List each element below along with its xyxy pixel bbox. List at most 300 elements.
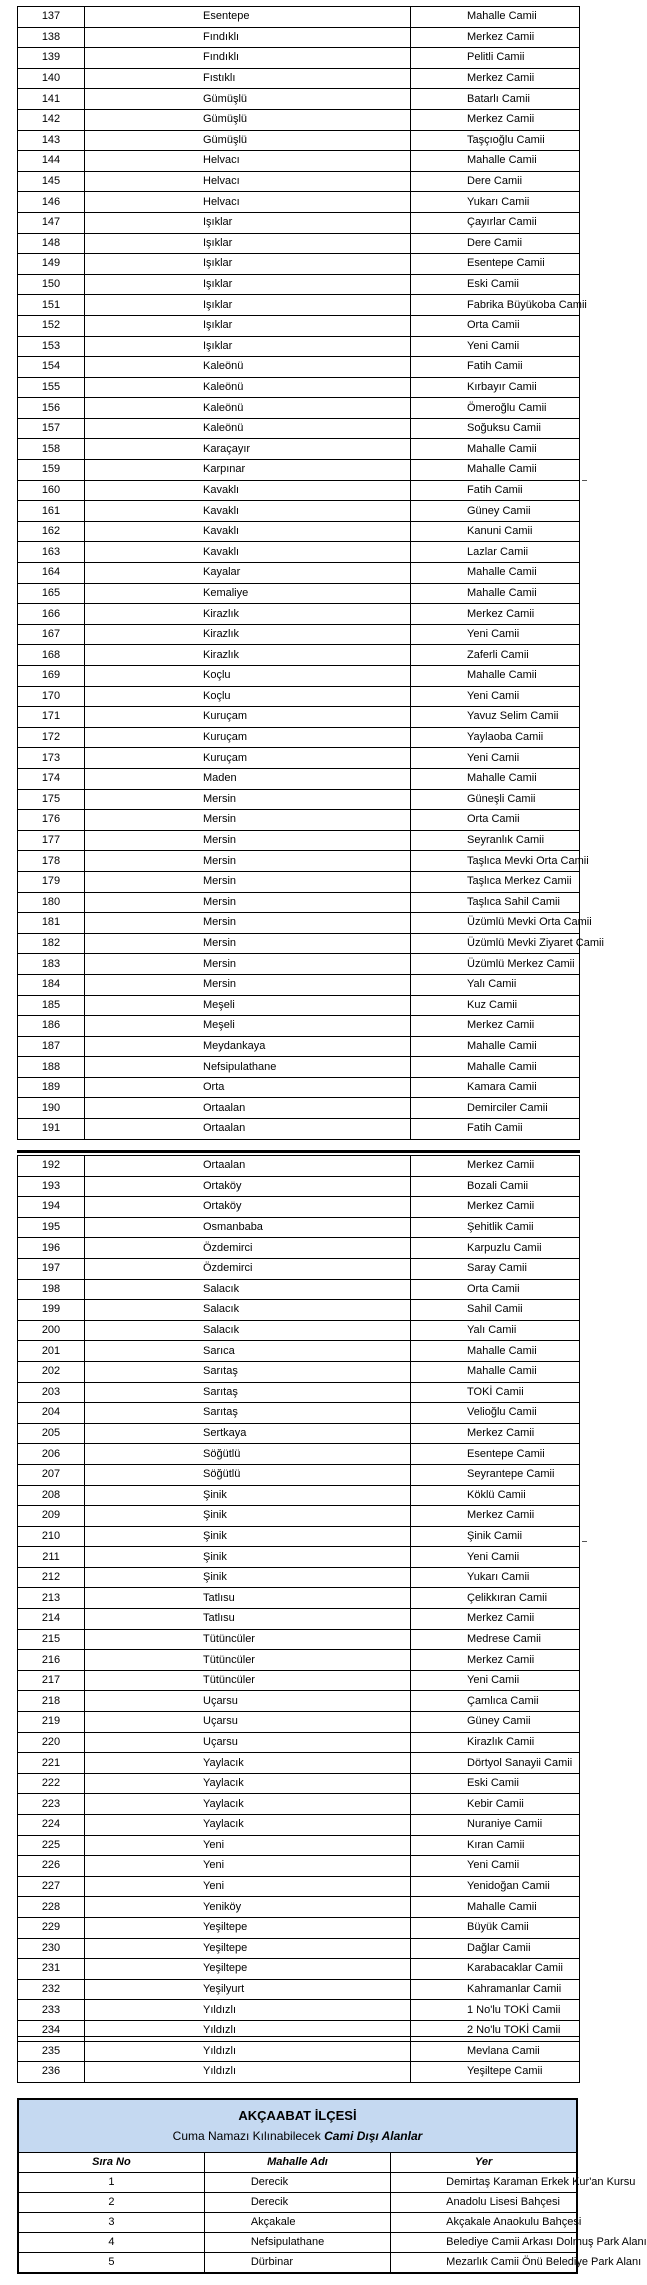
- cell-no: 234: [18, 2020, 85, 2041]
- cell-cami: Eski Camii: [411, 274, 580, 295]
- table-row: [18, 357, 580, 378]
- cell-no: 213: [18, 1588, 85, 1609]
- cell-mahalle: Tatlısu: [85, 1588, 411, 1609]
- table-row: [18, 1217, 580, 1238]
- cell-yer: Anadolu Lisesi Bahçesi: [391, 2193, 577, 2213]
- page-break-separator: [17, 1150, 580, 1153]
- cell-mahalle: Şinik: [85, 1506, 411, 1527]
- cell-mahalle: Uçarsu: [85, 1691, 411, 1712]
- cell-cami: Kuz Camii: [411, 995, 580, 1016]
- akcaabat-outdoor-areas-table: [17, 2098, 647, 2274]
- cell-cami: Yeni Camii: [411, 1670, 580, 1691]
- cell-cami: Yalı Camii: [411, 974, 580, 995]
- cell-cami: Çamlıca Camii: [411, 1691, 580, 1712]
- cell-no: 170: [18, 686, 85, 707]
- cell-mahalle: Salacık: [85, 1300, 411, 1321]
- cell-mahalle: Özdemirci: [85, 1258, 411, 1279]
- cell-mahalle: Karaçayır: [85, 439, 411, 460]
- cell-no: 139: [18, 48, 85, 69]
- cell-mahalle: Mersin: [85, 810, 411, 831]
- table-row: [18, 1917, 580, 1938]
- table-row: [18, 995, 580, 1016]
- cell-no: 180: [18, 892, 85, 913]
- cell-cami: Taşçıoğlu Camii: [411, 130, 580, 151]
- cell-no: 218: [18, 1691, 85, 1712]
- cell-mahalle: Yaylacık: [85, 1753, 411, 1774]
- column-header-row: [18, 2153, 577, 2173]
- cell-cami: Merkez Camii: [411, 604, 580, 625]
- cell-cami: Velioğlu Camii: [411, 1403, 580, 1424]
- subtitle-prefix: Cuma Namazı Kılınabilecek: [172, 2129, 321, 2143]
- table-row: [18, 192, 580, 213]
- cell-no: 194: [18, 1197, 85, 1218]
- cell-mahalle: Derecik: [204, 2173, 390, 2193]
- table-row: [18, 1773, 580, 1794]
- cell-no: 175: [18, 789, 85, 810]
- cell-mahalle: Kuruçam: [85, 748, 411, 769]
- table-row: [18, 2193, 577, 2213]
- table-row: [18, 1959, 580, 1980]
- cell-cami: Zaferli Camii: [411, 645, 580, 666]
- table-row: [18, 27, 580, 48]
- cell-no: 4: [18, 2233, 204, 2253]
- cell-no: 196: [18, 1238, 85, 1259]
- cell-mahalle: Mersin: [85, 871, 411, 892]
- table-row: [18, 336, 580, 357]
- cell-mahalle: Akçakale: [204, 2213, 390, 2233]
- table-row: [18, 789, 580, 810]
- cell-cami: Merkez Camii: [411, 27, 580, 48]
- cell-cami: Mahalle Camii: [411, 460, 580, 481]
- cell-no: 169: [18, 666, 85, 687]
- cell-cami: Üzümlü Mevki Orta Camii: [411, 913, 580, 934]
- cell-cami: Yeni Camii: [411, 1547, 580, 1568]
- cell-cami: Esentepe Camii: [411, 254, 580, 275]
- cell-cami: 2 No'lu TOKİ Camii: [411, 2020, 580, 2041]
- cell-mahalle: Işıklar: [85, 274, 411, 295]
- cell-no: 206: [18, 1444, 85, 1465]
- cell-cami: Bozali Camii: [411, 1176, 580, 1197]
- table-row: [18, 563, 580, 584]
- table-row: [18, 2233, 577, 2253]
- cell-mahalle: Karpınar: [85, 460, 411, 481]
- cell-cami: Çelikkıran Camii: [411, 1588, 580, 1609]
- table-row: [18, 439, 580, 460]
- cell-mahalle: Salacık: [85, 1279, 411, 1300]
- cell-cami: Merkez Camii: [411, 1156, 580, 1177]
- table-row: [18, 1403, 580, 1424]
- cell-no: 137: [18, 7, 85, 28]
- cell-no: 168: [18, 645, 85, 666]
- cell-cami: Yukarı Camii: [411, 1567, 580, 1588]
- table-row: [18, 1547, 580, 1568]
- table-row: [18, 254, 580, 275]
- cell-mahalle: Fındıklı: [85, 48, 411, 69]
- cell-mahalle: Söğütlü: [85, 1464, 411, 1485]
- table-row: [18, 1753, 580, 1774]
- cell-no: 160: [18, 480, 85, 501]
- table-row: [18, 748, 580, 769]
- table-row: [18, 830, 580, 851]
- table-row: [18, 666, 580, 687]
- cell-no: 219: [18, 1712, 85, 1733]
- table-row: [18, 1382, 580, 1403]
- cell-mahalle: Sarıtaş: [85, 1403, 411, 1424]
- cell-cami: Medrese Camii: [411, 1629, 580, 1650]
- table-row: [18, 2173, 577, 2193]
- cell-mahalle: Tütüncüler: [85, 1670, 411, 1691]
- cell-mahalle: Işıklar: [85, 233, 411, 254]
- cell-cami: Merkez Camii: [411, 1609, 580, 1630]
- cell-cami: Büyük Camii: [411, 1917, 580, 1938]
- cell-no: 164: [18, 563, 85, 584]
- table-row: [18, 1057, 580, 1078]
- cell-no: 229: [18, 1917, 85, 1938]
- table-row: [18, 1036, 580, 1057]
- cell-cami: Karpuzlu Camii: [411, 1238, 580, 1259]
- table-row: [18, 1794, 580, 1815]
- cell-no: 153: [18, 336, 85, 357]
- mosque-list-table-part2: [17, 1155, 580, 2083]
- table-row: [18, 1361, 580, 1382]
- table-row: [18, 892, 580, 913]
- cell-cami: Şinik Camii: [411, 1526, 580, 1547]
- cell-no: 215: [18, 1629, 85, 1650]
- cell-cami: Taşlıca Mevki Orta Camii: [411, 851, 580, 872]
- table-row: [18, 7, 580, 28]
- table-row: [18, 2213, 577, 2233]
- cell-no: 163: [18, 542, 85, 563]
- cell-cami: Güney Camii: [411, 501, 580, 522]
- cell-no: 185: [18, 995, 85, 1016]
- cell-mahalle: Mersin: [85, 933, 411, 954]
- cell-no: 210: [18, 1526, 85, 1547]
- table-row: [18, 1979, 580, 2000]
- cell-cami: Mahalle Camii: [411, 1036, 580, 1057]
- cell-mahalle: Yıldızlı: [85, 2041, 411, 2062]
- cell-cami: Batarlı Camii: [411, 89, 580, 110]
- table-row: [18, 1897, 580, 1918]
- cell-no: 231: [18, 1959, 85, 1980]
- table-row: [18, 1320, 580, 1341]
- cell-no: 198: [18, 1279, 85, 1300]
- table-row: [18, 171, 580, 192]
- cell-no: 227: [18, 1876, 85, 1897]
- cell-no: 224: [18, 1815, 85, 1836]
- cell-cami: Yeni Camii: [411, 748, 580, 769]
- cell-no: 189: [18, 1077, 85, 1098]
- table-row: [18, 871, 580, 892]
- page-break-line: [17, 2036, 580, 2037]
- cell-mahalle: Yeni: [85, 1835, 411, 1856]
- cell-mahalle: Mersin: [85, 851, 411, 872]
- cell-no: 184: [18, 974, 85, 995]
- cell-mahalle: Kavaklı: [85, 501, 411, 522]
- table-row: [18, 1835, 580, 1856]
- table-row: [18, 1197, 580, 1218]
- cell-cami: Mahalle Camii: [411, 1361, 580, 1382]
- cell-mahalle: Kemaliye: [85, 583, 411, 604]
- cell-no: 156: [18, 398, 85, 419]
- table-row: [18, 1258, 580, 1279]
- cell-mahalle: Mersin: [85, 830, 411, 851]
- table-row: [18, 645, 580, 666]
- table-row: [18, 542, 580, 563]
- cell-no: 146: [18, 192, 85, 213]
- cell-mahalle: Mersin: [85, 954, 411, 975]
- cell-no: 214: [18, 1609, 85, 1630]
- cell-no: 172: [18, 727, 85, 748]
- cell-no: 233: [18, 2000, 85, 2021]
- cell-no: 236: [18, 2062, 85, 2083]
- cell-mahalle: Gümüşlü: [85, 89, 411, 110]
- cell-mahalle: Kavaklı: [85, 521, 411, 542]
- cell-mahalle: Yaylacık: [85, 1794, 411, 1815]
- table-row: [18, 1279, 580, 1300]
- cell-no: 179: [18, 871, 85, 892]
- cell-cami: Yenidoğan Camii: [411, 1876, 580, 1897]
- district-subtitle: [19, 2126, 576, 2146]
- cell-mahalle: Tütüncüler: [85, 1650, 411, 1671]
- cell-no: 220: [18, 1732, 85, 1753]
- cell-mahalle: Işıklar: [85, 295, 411, 316]
- table-row: [18, 1650, 580, 1671]
- cell-no: 148: [18, 233, 85, 254]
- table-row: [18, 1506, 580, 1527]
- cell-cami: Mahalle Camii: [411, 563, 580, 584]
- cell-no: 166: [18, 604, 85, 625]
- cell-no: 209: [18, 1506, 85, 1527]
- cell-mahalle: Kuruçam: [85, 727, 411, 748]
- cell-cami: Orta Camii: [411, 810, 580, 831]
- cell-no: 201: [18, 1341, 85, 1362]
- cell-no: 211: [18, 1547, 85, 1568]
- cell-mahalle: Yeşilyurt: [85, 1979, 411, 2000]
- cell-no: 152: [18, 315, 85, 336]
- cell-no: 149: [18, 254, 85, 275]
- cell-mahalle: Şinik: [85, 1567, 411, 1588]
- cell-no: 176: [18, 810, 85, 831]
- cell-no: 141: [18, 89, 85, 110]
- cell-no: 158: [18, 439, 85, 460]
- cell-cami: Fatih Camii: [411, 1119, 580, 1140]
- cell-mahalle: Söğütlü: [85, 1444, 411, 1465]
- cell-mahalle: Ortaköy: [85, 1176, 411, 1197]
- cell-no: 199: [18, 1300, 85, 1321]
- table-row: [18, 1016, 580, 1037]
- table-row: [18, 130, 580, 151]
- cell-no: 186: [18, 1016, 85, 1037]
- cell-cami: Pelitli Camii: [411, 48, 580, 69]
- cell-mahalle: Osmanbaba: [85, 1217, 411, 1238]
- cell-mahalle: Mersin: [85, 913, 411, 934]
- cell-cami: Orta Camii: [411, 1279, 580, 1300]
- cell-no: 232: [18, 1979, 85, 2000]
- table-row: [18, 1526, 580, 1547]
- cell-no: 162: [18, 521, 85, 542]
- table-row: [18, 89, 580, 110]
- cell-cami: Yeni Camii: [411, 624, 580, 645]
- table-row: [18, 1341, 580, 1362]
- cell-cami: Esentepe Camii: [411, 1444, 580, 1465]
- col-header-mahalle: Mahalle Adı: [204, 2153, 390, 2173]
- cell-mahalle: Işıklar: [85, 315, 411, 336]
- table-row: [18, 1609, 580, 1630]
- table-row: [18, 1712, 580, 1733]
- cell-cami: Seyranlık Camii: [411, 830, 580, 851]
- cell-cami: Dere Camii: [411, 233, 580, 254]
- cell-mahalle: Koçlu: [85, 686, 411, 707]
- cell-no: 230: [18, 1938, 85, 1959]
- cell-mahalle: Yeşiltepe: [85, 1959, 411, 1980]
- cell-yer: Akçakale Anaokulu Bahçesi: [391, 2213, 577, 2233]
- cell-no: 171: [18, 707, 85, 728]
- col-header-yer: Yer: [391, 2153, 577, 2173]
- cell-cami: Merkez Camii: [411, 1016, 580, 1037]
- table-row: [18, 2020, 580, 2041]
- cell-no: 226: [18, 1856, 85, 1877]
- cell-mahalle: Derecik: [204, 2193, 390, 2213]
- cell-mahalle: Sertkaya: [85, 1423, 411, 1444]
- cell-cami: Üzümlü Merkez Camii: [411, 954, 580, 975]
- cell-cami: Yeni Camii: [411, 686, 580, 707]
- cell-no: 2: [18, 2193, 204, 2213]
- cell-cami: Mahalle Camii: [411, 768, 580, 789]
- cell-cami: Merkez Camii: [411, 1506, 580, 1527]
- table-row: [18, 624, 580, 645]
- cell-cami: 1 No'lu TOKİ Camii: [411, 2000, 580, 2021]
- cell-cami: Mahalle Camii: [411, 151, 580, 172]
- cell-no: 1: [18, 2173, 204, 2193]
- table-row: [18, 1938, 580, 1959]
- cell-cami: Nuraniye Camii: [411, 1815, 580, 1836]
- cell-no: 5: [18, 2253, 204, 2274]
- cell-cami: Fabrika Büyükoba Camii: [411, 295, 580, 316]
- cell-mahalle: Meşeli: [85, 1016, 411, 1037]
- cell-mahalle: Meydankaya: [85, 1036, 411, 1057]
- cell-cami: Mahalle Camii: [411, 1341, 580, 1362]
- table-row: [18, 1588, 580, 1609]
- cell-cami: Lazlar Camii: [411, 542, 580, 563]
- table-row: [18, 686, 580, 707]
- cell-cami: Üzümlü Mevki Ziyaret Camii: [411, 933, 580, 954]
- table-row: [18, 1176, 580, 1197]
- cell-no: 203: [18, 1382, 85, 1403]
- cell-cami: Kahramanlar Camii: [411, 1979, 580, 2000]
- cell-cami: Güneşli Camii: [411, 789, 580, 810]
- table-row: [18, 521, 580, 542]
- cell-mahalle: Ortaköy: [85, 1197, 411, 1218]
- cell-cami: Mahalle Camii: [411, 1897, 580, 1918]
- table-row: [18, 1119, 580, 1140]
- cell-cami: Taşlıca Merkez Camii: [411, 871, 580, 892]
- table-row: [18, 1732, 580, 1753]
- cell-cami: Sahil Camii: [411, 1300, 580, 1321]
- cell-no: 142: [18, 109, 85, 130]
- cell-yer: Belediye Camii Arkası Dolmuş Park Alanı: [391, 2233, 577, 2253]
- cell-mahalle: Işıklar: [85, 254, 411, 275]
- cell-mahalle: Gümüşlü: [85, 130, 411, 151]
- cell-mahalle: Koçlu: [85, 666, 411, 687]
- cell-cami: Merkez Camii: [411, 1423, 580, 1444]
- cell-mahalle: Tatlısu: [85, 1609, 411, 1630]
- cell-mahalle: Kaleönü: [85, 377, 411, 398]
- table-row: [18, 1670, 580, 1691]
- table-row: [18, 1464, 580, 1485]
- cell-cami: Güney Camii: [411, 1712, 580, 1733]
- cell-cami: Mevlana Camii: [411, 2041, 580, 2062]
- cell-cami: Dörtyol Sanayii Camii: [411, 1753, 580, 1774]
- cell-mahalle: Yeşiltepe: [85, 1938, 411, 1959]
- cell-cami: Mahalle Camii: [411, 666, 580, 687]
- district-title: AKÇAABAT İLÇESİ: [238, 2108, 357, 2123]
- cell-no: 223: [18, 1794, 85, 1815]
- cell-cami: Mahalle Camii: [411, 7, 580, 28]
- cell-mahalle: Özdemirci: [85, 1238, 411, 1259]
- table-row: [18, 768, 580, 789]
- cell-no: 191: [18, 1119, 85, 1140]
- cell-cami: Demirciler Camii: [411, 1098, 580, 1119]
- cell-mahalle: Yıldızlı: [85, 2000, 411, 2021]
- cell-cami: Mahalle Camii: [411, 583, 580, 604]
- cell-mahalle: Kavaklı: [85, 480, 411, 501]
- cell-mahalle: Maden: [85, 768, 411, 789]
- cell-mahalle: Kuruçam: [85, 707, 411, 728]
- table-row: [18, 1077, 580, 1098]
- cell-mahalle: Şinik: [85, 1485, 411, 1506]
- cell-no: 150: [18, 274, 85, 295]
- cell-mahalle: Helvacı: [85, 171, 411, 192]
- cell-cami: Mahalle Camii: [411, 1057, 580, 1078]
- table-row: [18, 2041, 580, 2062]
- cell-mahalle: Yeniköy: [85, 1897, 411, 1918]
- cell-no: 197: [18, 1258, 85, 1279]
- cell-no: 190: [18, 1098, 85, 1119]
- subtitle-emphasis: Cami Dışı Alanlar: [324, 2129, 423, 2143]
- cell-cami: Dağlar Camii: [411, 1938, 580, 1959]
- cell-cami: Kırbayır Camii: [411, 377, 580, 398]
- cell-cami: Şehitlik Camii: [411, 1217, 580, 1238]
- cell-mahalle: Orta: [85, 1077, 411, 1098]
- cell-cami: Kirazlık Camii: [411, 1732, 580, 1753]
- cell-mahalle: Fıstıklı: [85, 68, 411, 89]
- margin-mark: [582, 480, 587, 481]
- table-row: [18, 460, 580, 481]
- cell-no: 155: [18, 377, 85, 398]
- cell-cami: Yukarı Camii: [411, 192, 580, 213]
- table-row: [18, 974, 580, 995]
- cell-no: 193: [18, 1176, 85, 1197]
- cell-cami: Karabacaklar Camii: [411, 1959, 580, 1980]
- cell-mahalle: Gümüşlü: [85, 109, 411, 130]
- cell-mahalle: Uçarsu: [85, 1712, 411, 1733]
- cell-no: 207: [18, 1464, 85, 1485]
- cell-cami: Yeni Camii: [411, 336, 580, 357]
- cell-no: 178: [18, 851, 85, 872]
- cell-mahalle: Kirazlık: [85, 624, 411, 645]
- cell-mahalle: Esentepe: [85, 7, 411, 28]
- cell-cami: Yaylaoba Camii: [411, 727, 580, 748]
- table-row: [18, 1567, 580, 1588]
- cell-no: 195: [18, 1217, 85, 1238]
- cell-cami: Merkez Camii: [411, 68, 580, 89]
- cell-mahalle: Kavaklı: [85, 542, 411, 563]
- cell-mahalle: Ortaalan: [85, 1098, 411, 1119]
- cell-mahalle: Yaylacık: [85, 1773, 411, 1794]
- table-row: [18, 1876, 580, 1897]
- cell-cami: Kanuni Camii: [411, 521, 580, 542]
- cell-mahalle: Işıklar: [85, 212, 411, 233]
